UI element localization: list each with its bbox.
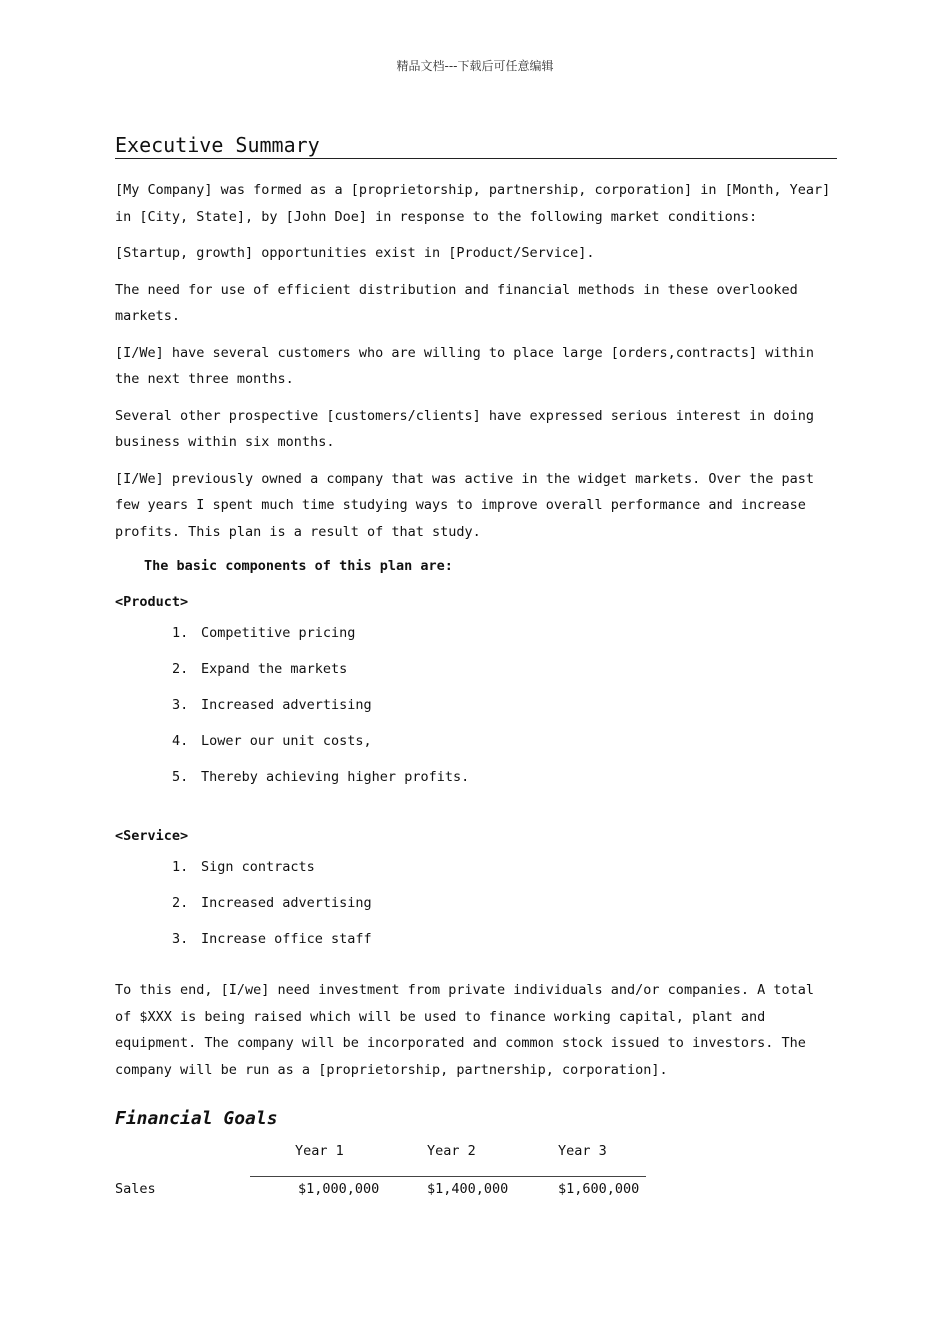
table-header-year-1: Year 1 <box>295 1143 344 1159</box>
list-item-text: Increased advertising <box>201 697 372 713</box>
list-item-number: 3. <box>172 697 189 713</box>
table-cell-year-3: $1,600,000 <box>558 1181 640 1197</box>
list-item <box>115 921 837 957</box>
list-item-text: Thereby achieving higher profits. <box>201 769 470 785</box>
list-item <box>115 849 837 885</box>
paragraph-need: The need for use of efficient distribution and financial methods in these overlooked markets. <box>115 281 798 324</box>
product-list <box>115 615 837 795</box>
list-item-number: 2. <box>172 895 189 911</box>
paragraph-closing: To this end, [I/we] need investment from private individuals and/or companies. A total of $XXX is being raised which will be used to finance working capital, plant and equipment. The company will be incorporated and common stock issued to investors. The company will be run as a [proprietorship, partnership, corporation]. <box>115 982 814 1078</box>
list-item-text: Lower our unit costs, <box>201 733 372 749</box>
paragraph-intro: [My Company] was formed as a [proprietorship, partnership, corporation] in [Month, Year] in [City, State], by [John Doe] in response to the following market conditions: <box>115 182 831 225</box>
product-label: <Product> <box>115 594 189 610</box>
list-item <box>115 615 837 651</box>
table-cell-year-1: $1,000,000 <box>298 1181 380 1197</box>
list-item-text: Expand the markets <box>201 661 348 677</box>
table-header-rule <box>250 1176 646 1177</box>
list-item-text: Increased advertising <box>201 895 372 911</box>
service-label: <Service> <box>115 828 189 844</box>
page-title: Executive Summary <box>115 133 837 159</box>
paragraph-history: [I/We] previously owned a company that was active in the widget markets. Over the past few years I spent much time studying ways to improve overall performance and increase profits. This plan is a result of that study. <box>115 470 814 540</box>
list-item <box>115 723 837 759</box>
paragraph-prospects: Several other prospective [customers/clients] have expressed serious interest in doing business within six months. <box>115 407 814 450</box>
document-body <box>115 133 837 1223</box>
paragraph-opportunities: [Startup, growth] opportunities exist in [Product/Service]. <box>115 245 595 261</box>
list-item-number: 5. <box>172 769 189 785</box>
service-list <box>115 849 837 957</box>
list-item <box>115 885 837 921</box>
list-item <box>115 687 837 723</box>
financial-goals-title: Financial Goals <box>115 1108 278 1129</box>
financial-goals-table <box>115 1143 837 1223</box>
list-item-text: Sign contracts <box>201 859 315 875</box>
table-cell-year-2: $1,400,000 <box>427 1181 509 1197</box>
list-item-number: 1. <box>172 859 189 875</box>
table-row-label: Sales <box>115 1181 156 1197</box>
list-item-number: 4. <box>172 733 189 749</box>
list-item-number: 1. <box>172 625 189 641</box>
table-header-year-3: Year 3 <box>558 1143 607 1159</box>
table-header-year-2: Year 2 <box>427 1143 476 1159</box>
paragraph-customers: [I/We] have several customers who are willing to place large [orders,contracts] within the next three months. <box>115 344 814 387</box>
list-item-number: 3. <box>172 931 189 947</box>
page-header-watermark: 精品文档---下载后可任意编辑 <box>396 59 554 73</box>
list-item <box>115 759 837 795</box>
components-heading: The basic components of this plan are: <box>144 558 453 574</box>
list-item-text: Increase office staff <box>201 931 372 947</box>
list-item <box>115 651 837 687</box>
list-item-number: 2. <box>172 661 189 677</box>
list-item-text: Competitive pricing <box>201 625 356 641</box>
